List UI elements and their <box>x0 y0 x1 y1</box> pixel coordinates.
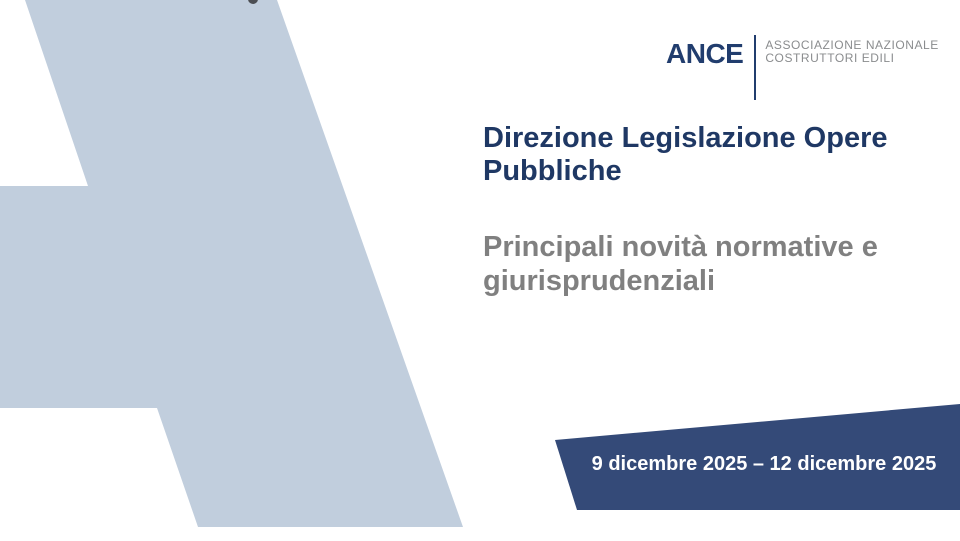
logo-divider <box>754 35 756 100</box>
logo-tagline-line1: ASSOCIAZIONE NAZIONALE <box>765 38 939 52</box>
slide-title-line2: Pubbliche <box>483 155 622 187</box>
logo-tagline-line2: COSTRUTTORI EDILI <box>765 50 895 65</box>
logo-tagline <box>765 39 938 64</box>
slide-title <box>483 122 960 188</box>
slide-subtitle <box>483 230 960 298</box>
ance-logo <box>666 33 939 100</box>
slide-subtitle-line1: Principali novità normative e <box>483 231 878 263</box>
slide-title-line1: Direzione Legislazione Opere <box>483 122 888 154</box>
date-range-text: 9 dicembre 2025 – 12 dicembre 2025 <box>591 453 937 475</box>
ance-a-polygon <box>0 0 463 527</box>
date-banner <box>553 402 960 511</box>
title-block <box>483 122 960 298</box>
slide-subtitle-line2: giurisprudenziali <box>483 265 716 297</box>
ance-wordmark: ANCE <box>666 38 744 69</box>
